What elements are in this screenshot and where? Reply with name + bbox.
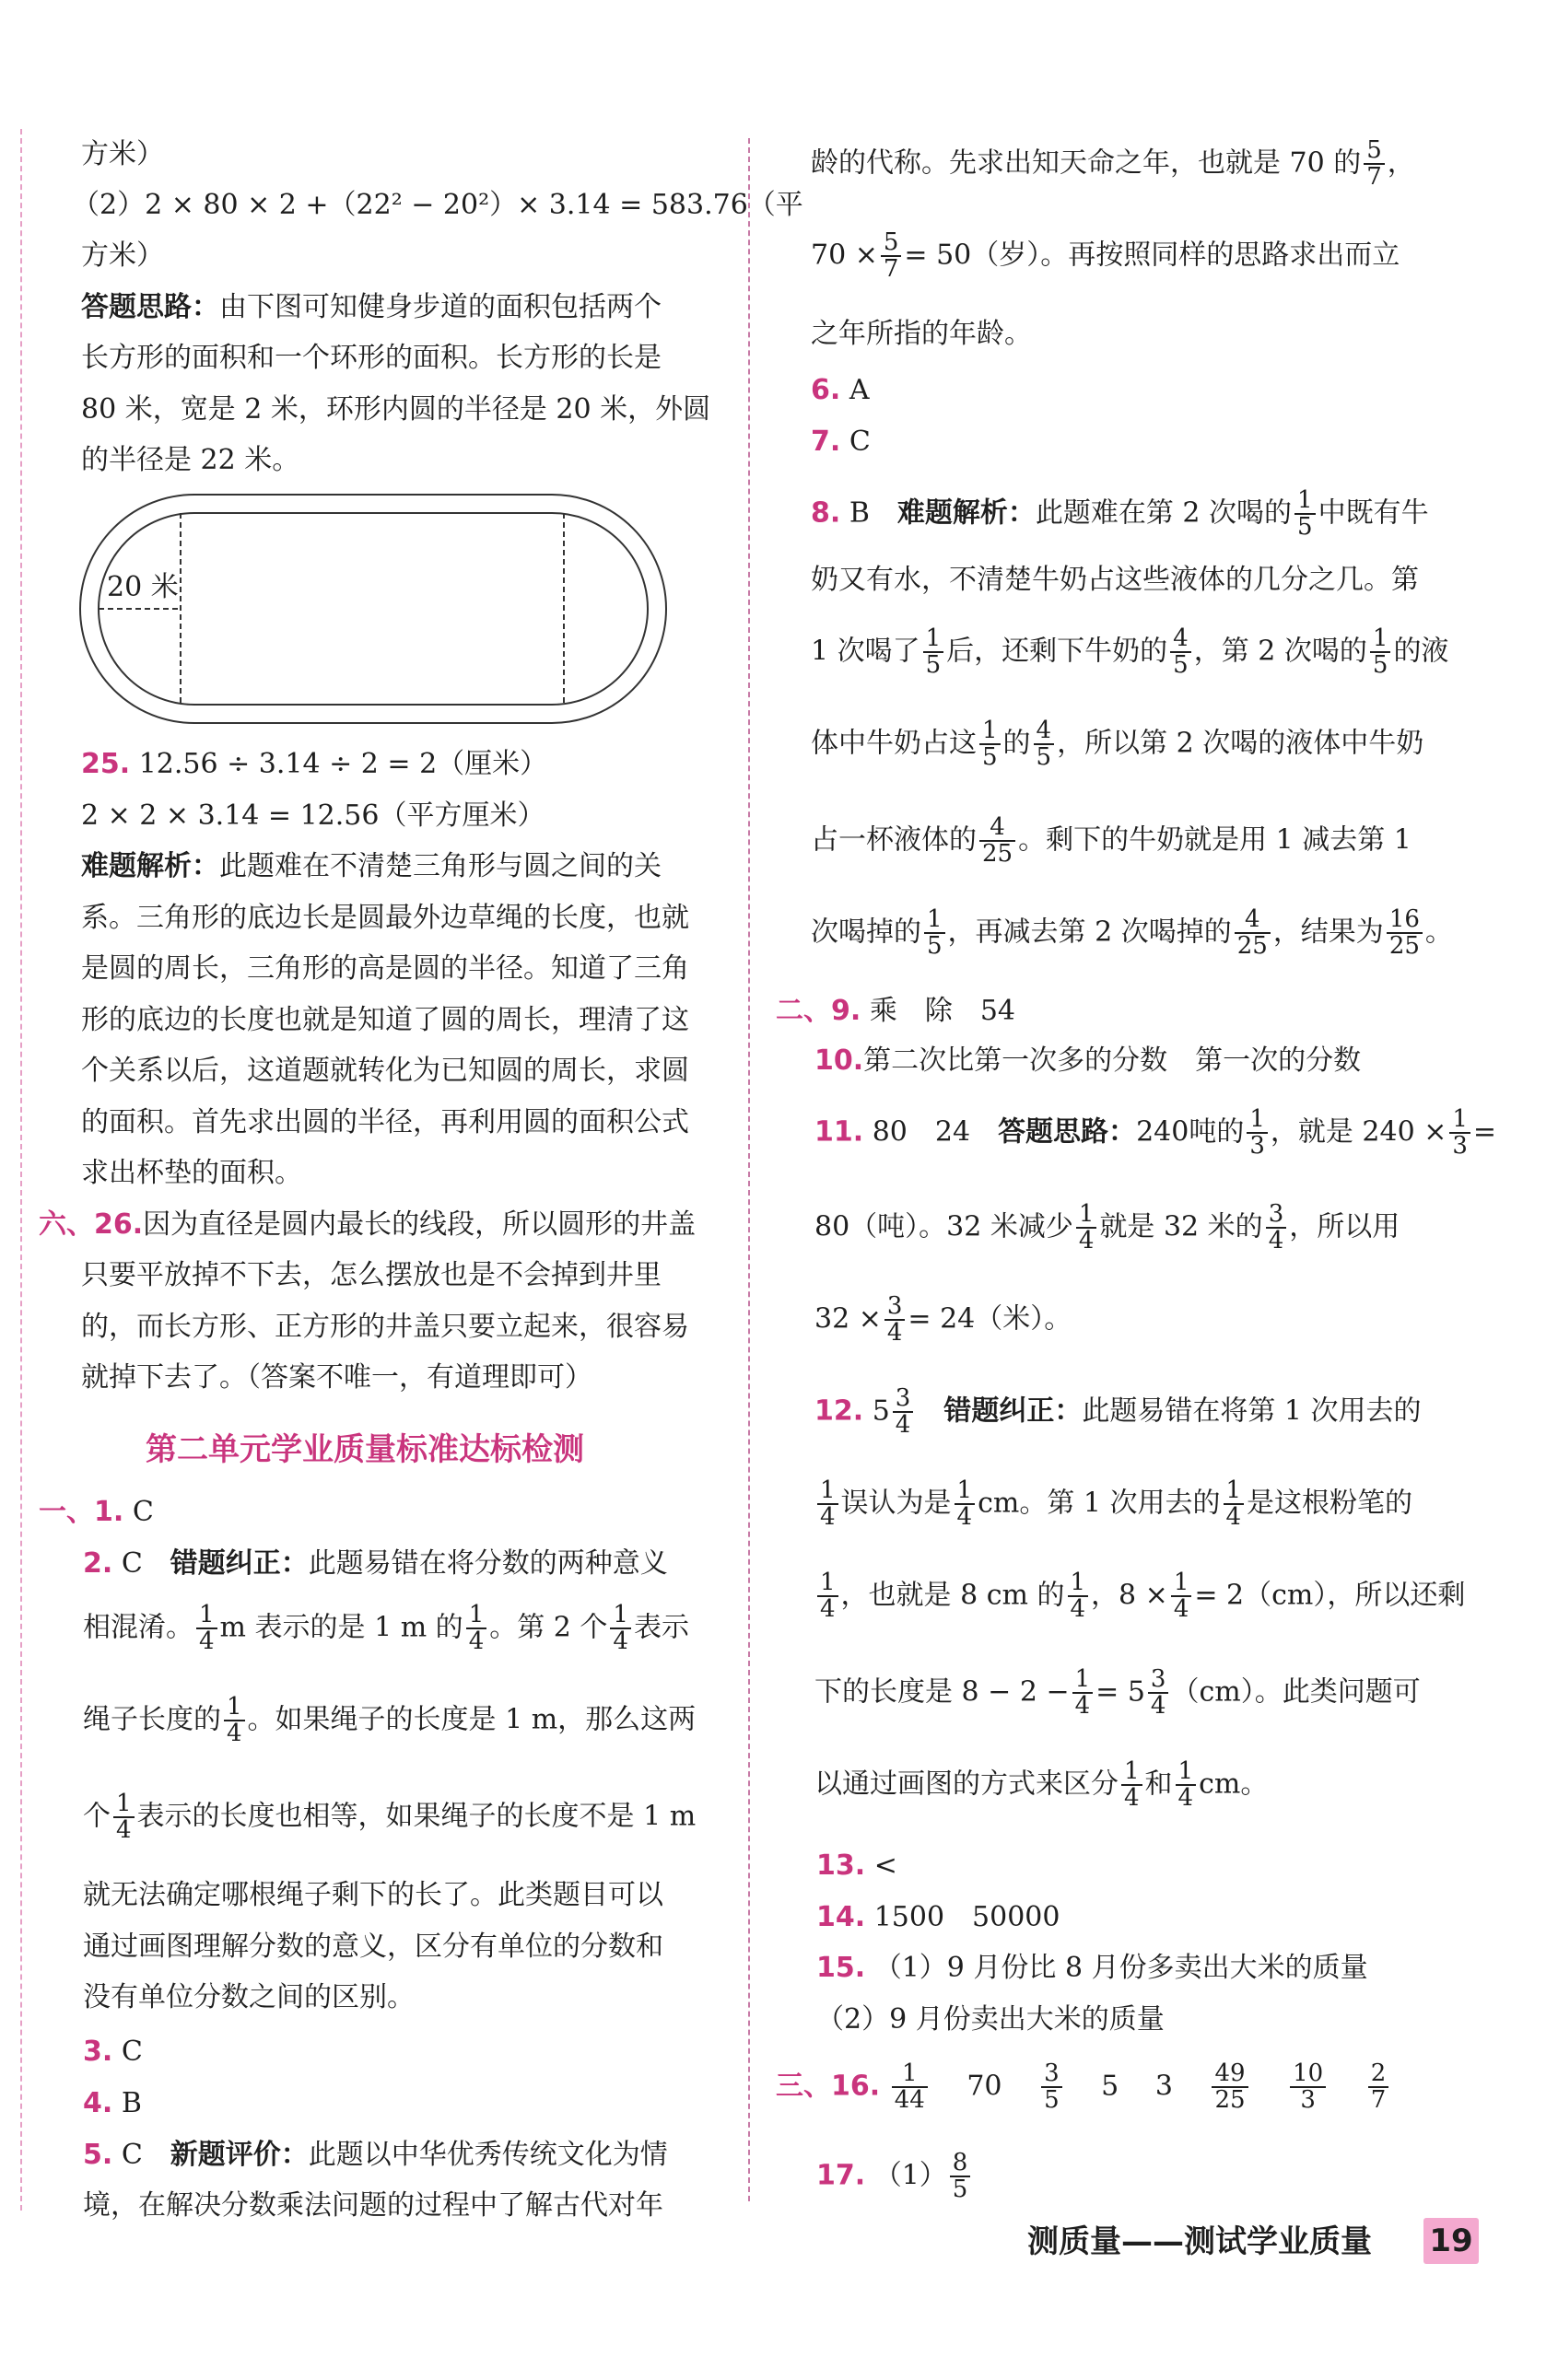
answer: 1500 50000 [873,1901,1060,1933]
question-11 [814,1107,1496,1160]
numerator: 1 [196,1603,217,1629]
text-line: 通过画图理解分数的意义，区分有单位的分数和 [83,1931,663,1963]
text: = 5 [1095,1675,1145,1709]
section-title: 第二单元学业质量标准达标检测 [146,1431,584,1468]
answer: （1）9 月份比 8 月份多卖出大米的质量 [873,1952,1368,1984]
text: m 表示的是 1 m 的 [219,1611,463,1644]
text: = [1472,1115,1497,1149]
fraction [196,1603,217,1655]
denominator: 4 [468,1628,485,1656]
text: cm。第 1 次用去的 [978,1487,1221,1520]
text-line: 方米） [81,239,164,272]
text-line: 是圆的周长，三角形的高是圆的半径。知道了三角 [81,952,689,985]
numerator: 1 [955,1478,976,1505]
text: ，8 × [1091,1579,1168,1612]
fraction [817,1478,838,1531]
denominator: 4 [1150,1692,1166,1721]
fraction [979,815,1015,868]
answer: B [121,2087,142,2119]
question-number: 9. [831,995,861,1027]
text-line [81,848,662,884]
radius-label: 20 米 [107,571,179,603]
answer: C [849,426,871,458]
text-line: 奶又有水，不清楚牛奶占这些液体的几分之几。第 [811,564,1419,596]
numerator: 1 [1294,488,1316,515]
text: 。第 2 个 [489,1611,608,1644]
denominator: 5 [1297,513,1313,542]
fraction [1068,1570,1089,1623]
fraction [1148,1667,1169,1720]
fraction [1235,907,1271,960]
fraction [893,1386,914,1439]
fraction [1121,1759,1142,1812]
denominator: 5 [1036,743,1052,772]
fraction [1266,1202,1287,1254]
denominator: 7 [1370,2086,1387,2115]
text-line [814,1478,1412,1531]
denominator: 4 [199,1628,215,1656]
text: = 24（米）。 [908,1302,1072,1336]
numerator: 1 [817,1570,838,1597]
fraction [1212,2061,1248,2114]
text-line: 就掉下去了。（答案不唯一，有道理即可） [81,1361,592,1394]
numerator: 1 [1072,1667,1094,1694]
answer: C [121,1547,143,1580]
text: 下的长度是 8 − 2 − [814,1675,1070,1709]
denominator: 3 [1452,1132,1468,1161]
question-25 [81,746,547,782]
running-track-diagram [78,493,668,728]
text: 以通过画图的方式来区分 [814,1768,1119,1801]
numerator: 1 [1224,1478,1245,1505]
denominator: 4 [613,1628,628,1656]
text-line [814,1570,1465,1623]
fraction [1294,488,1316,541]
text: （1） [873,2159,947,2192]
question-26 [39,1207,696,1242]
denominator: 5 [952,2176,968,2204]
denominator: 3 [1249,1132,1265,1161]
answer: < [873,1849,897,1882]
question-number: 8. [811,496,841,530]
text-line: （2）2 × 80 × 2 +（22² − 20²）× 3.14 = 583.76（平 [72,189,803,221]
question-number: 25. [81,748,131,780]
question-9 [776,993,1015,1029]
denominator: 4 [1177,1784,1194,1813]
text: 绳子长度的 [83,1703,221,1736]
question-1 [39,1494,154,1530]
text: cm。 [1199,1768,1269,1801]
text: 。剩下的牛奶就是用 1 减去第 1 [1018,823,1412,857]
denominator: 7 [883,255,899,284]
text-line: 系。三角形的底边长是圆最外边草绳的长度，也就 [81,902,689,934]
numerator: 1 [610,1603,631,1629]
text: 32 × [814,1302,882,1336]
denominator: 5 [925,651,942,680]
question-number: 7. [811,426,841,458]
text: 此题以中华优秀传统文化为情 [308,2139,668,2171]
numerator: 3 [1148,1667,1169,1694]
question-17 [816,2151,973,2203]
numerator: 4 [1034,718,1055,745]
text-line [81,289,662,325]
numerator: 4 [1235,907,1271,934]
denominator: 4 [820,1503,836,1532]
numerator: 1 [923,626,944,653]
numerator: 1 [1076,1202,1097,1229]
fraction [979,718,1001,771]
text: 和 [1144,1768,1173,1801]
question-number: 5. [83,2139,113,2171]
text-line [814,1759,1268,1812]
fraction [881,230,902,283]
correction-label: 错题纠正： [943,1394,1083,1428]
text: 个 [83,1800,111,1833]
numerator: 1 [979,718,1001,745]
text-line [814,1667,1421,1720]
text: ，结果为 [1272,916,1384,949]
text-line [83,1603,689,1655]
fraction [817,1570,838,1623]
numerator: 5 [1364,138,1385,165]
evaluation-label: 新题评价： [170,2139,309,2171]
answer: 第二次比第一次多的分数 第一次的分数 [863,1044,1362,1077]
denominator: 4 [956,1503,973,1532]
numerator: 3 [884,1294,906,1321]
denominator: 4 [1070,1595,1086,1624]
text-line: 2 × 2 × 3.14 = 12.56（平方厘米） [81,799,545,832]
text: ，第 2 次喝的 [1193,635,1367,668]
question-number: 6. [811,374,841,406]
numerator: 4 [1170,626,1191,653]
text: 。如果绳子的长度是 1 m，那么这两 [247,1703,697,1736]
denominator: 25 [1236,932,1268,961]
fraction [1170,626,1191,679]
column-divider [748,138,750,2201]
text-line: 没有单位分数之间的区别。 [83,1981,415,2013]
question-number: 4. [83,2087,113,2119]
fraction [1449,1107,1470,1160]
answer: A [849,374,870,406]
numerator: 2 [1368,2061,1389,2088]
denominator: 44 [894,2086,925,2115]
numerator: 1 [1247,1107,1268,1134]
question-number: 15. [816,1952,866,1984]
numerator: 3 [1266,1202,1287,1229]
text: 占一杯液体的 [811,823,977,857]
fraction [1368,2061,1389,2114]
text: （cm）。此类问题可 [1171,1675,1421,1709]
question-10 [814,1043,1361,1079]
question-number: 17. [816,2159,866,2192]
numerator: 1 [1176,1759,1197,1786]
question-5 [83,2137,668,2173]
hint-label: 答题思路： [998,1115,1137,1149]
text-line: 的半径是 22 米。 [81,444,300,476]
text: 此题难在第 2 次喝的 [1035,496,1293,530]
numerator: 1 [924,907,945,934]
numerator: 1 [817,1478,838,1505]
fraction [924,907,945,960]
text-line: 形的底边的长度也就是知道了圆的周长，理清了这 [81,1004,689,1036]
text: 龄的代称。先求出知天命之年，也就是 70 的 [811,146,1362,180]
answer: C [121,2139,143,2171]
left-margin-divider [20,129,22,2211]
text: ， [1387,146,1415,180]
text: 误认为是 [840,1487,952,1520]
section-marker: 二、 [776,995,831,1027]
denominator: 4 [1074,1692,1091,1721]
fraction [955,1478,976,1531]
denominator: 5 [1372,651,1388,680]
correction-label: 错题纠正： [170,1547,309,1580]
denominator: 25 [1388,932,1420,961]
question-3 [83,2034,143,2070]
text: 70 × [811,239,878,272]
fraction [113,1791,135,1844]
numerator: 1 [1068,1570,1089,1597]
text-line: 境，在解决分数乘法问题的过程中了解古代对年 [83,2189,663,2222]
numerator: 3 [893,1386,914,1413]
numerator: 1 [113,1791,135,1818]
numerator: 49 [1212,2061,1248,2088]
analysis-label: 难题解析： [896,496,1036,530]
denominator: 4 [886,1319,903,1348]
numerator: 5 [881,230,902,257]
answer: C [121,2036,143,2068]
fraction [1072,1667,1094,1720]
text: 。 [1424,916,1453,949]
fraction [1364,138,1385,191]
question-number: 10. [814,1044,864,1077]
numerator: 1 [466,1603,487,1629]
fraction [466,1603,487,1655]
text-line [811,230,1400,283]
denominator: 4 [227,1720,242,1748]
text: ，也就是 8 cm 的 [840,1579,1065,1612]
denominator: 3 [1300,2086,1316,2115]
text: 1 次喝了 [811,635,920,668]
answer: 3 [1154,2070,1173,2103]
denominator: 4 [1268,1227,1284,1255]
numerator: 16 [1387,907,1423,934]
question-7 [811,424,871,460]
question-number: 13. [816,1849,866,1882]
text: = 50（岁）。再按照同样的思路求出而立 [904,239,1400,272]
text-line: 求出杯垫的面积。 [81,1157,302,1189]
question-16 [776,2061,1391,2114]
question-13 [816,1848,897,1884]
denominator: 4 [1078,1227,1095,1255]
section-marker: 六、 [39,1208,94,1241]
text: 80（吨）。32 米减少 [814,1210,1073,1243]
text: 240吨的 [1136,1115,1245,1149]
text: ，就是 240 × [1270,1115,1447,1149]
answer-text: 12.56 ÷ 3.14 ÷ 2 = 2（厘米） [138,748,548,780]
question-number: 12. [814,1394,864,1428]
text: 相混淆。 [83,1611,193,1644]
numerator: 10 [1290,2061,1326,2088]
denominator: 4 [1173,1595,1189,1624]
text-line [811,626,1448,679]
question-14 [816,1899,1060,1935]
text-line: 方米） [81,138,164,170]
text: 此题易错在将第 1 次用去的 [1082,1394,1422,1428]
text-line [83,1695,696,1747]
text: ，再减去第 2 次喝掉的 [947,916,1232,949]
text-line [811,718,1423,771]
denominator: 5 [1173,651,1189,680]
text-line: 只要平放掉不下去，怎么摆放也是不会掉到井里 [81,1259,662,1291]
text-line: 的面积。首先求出圆的半径，再利用圆的面积公式 [81,1106,689,1138]
text: 此题易错在将分数的两种意义 [308,1547,668,1580]
text: ，所以用 [1289,1210,1400,1243]
fraction [923,626,944,679]
numerator: 1 [892,2061,928,2088]
text-line [811,138,1415,191]
question-number: 2. [83,1547,113,1580]
analysis-label: 难题解析： [81,850,219,882]
section-marker: 三、 [776,2070,831,2103]
denominator: 4 [1225,1503,1242,1532]
text-line: 个关系以后，这道题就转化为已知圆的周长，求圆 [81,1055,689,1087]
question-6 [811,372,870,408]
fraction [1034,718,1055,771]
denominator: 4 [895,1411,911,1440]
question-15 [816,1950,1368,1986]
text: 是这根粉笔的 [1247,1487,1413,1520]
hint-label: 答题思路： [81,291,219,323]
numerator: 8 [950,2151,971,2177]
text-line [814,1294,1072,1347]
denominator: 25 [1214,2086,1246,2115]
fraction [224,1695,245,1747]
text-line [83,1791,696,1844]
fraction [950,2151,971,2203]
question-number: 1. [94,1496,124,1528]
text: 此题难在不清楚三角形与圆之间的关 [219,850,662,882]
text-line [814,1202,1400,1254]
fraction [892,2061,928,2114]
text-line: 之年所指的年龄。 [811,318,1032,350]
answer-text: 因为直径是圆内最长的线段，所以圆形的井盖 [143,1208,697,1241]
page-number: 19 [1423,2218,1479,2264]
fraction [1224,1478,1245,1531]
text: 表示 [633,1611,689,1644]
fraction [1041,2061,1062,2114]
question-number: 26. [94,1208,144,1241]
fraction [1076,1202,1097,1254]
numerator: 1 [1370,626,1391,653]
answer: 5 [1101,2070,1119,2103]
text: 表示的长度也相等，如果绳子的长度不是 1 m [136,1800,697,1833]
text-line [811,815,1412,868]
denominator: 5 [1044,2086,1060,2115]
denominator: 7 [1366,163,1382,192]
numerator: 1 [1171,1570,1192,1597]
answer: C [132,1496,154,1528]
text-line: 的，而长方形、正方形的井盖只要立起来，很容易 [81,1311,689,1343]
answer: 80 24 [872,1115,971,1149]
fraction [1370,626,1391,679]
text: 次喝掉的 [811,916,921,949]
fraction [1290,2061,1326,2114]
text: 由下图可知健身步道的面积包括两个 [219,291,662,323]
fraction [610,1603,631,1655]
fraction [1247,1107,1268,1160]
question-12 [814,1386,1422,1439]
fraction [1171,1570,1192,1623]
numerator: 1 [1449,1107,1470,1134]
denominator: 25 [982,840,1013,869]
question-number: 11. [814,1115,864,1149]
text-line: 长方形的面积和一个环形的面积。长方形的长是 [81,342,662,374]
text-line: 80 米，宽是 2 米，环形内圆的半径是 20 米，外圆 [81,393,711,426]
numerator: 3 [1041,2061,1062,2088]
question-number: 16. [831,2070,881,2103]
denominator: 4 [116,1816,132,1845]
text: 的 [1002,727,1031,760]
text: 就是 32 米的 [1099,1210,1263,1243]
answer: 70 [966,2070,1002,2103]
denominator: 4 [1124,1784,1140,1813]
text: 后，还剩下牛奶的 [946,635,1168,668]
section-marker: 一、 [39,1496,94,1528]
denominator: 5 [982,743,998,772]
text: 体中牛奶占这 [811,727,977,760]
fraction [884,1294,906,1347]
text: ，所以第 2 次喝的液体中牛奶 [1057,727,1424,760]
text: 中既有牛 [1318,496,1429,530]
question-number: 3. [83,2036,113,2068]
fraction [1387,907,1423,960]
footer-title: 测质量——测试学业质量 [1027,2223,1372,2260]
question-2 [83,1546,668,1581]
numerator: 1 [224,1695,245,1721]
question-number: 14. [816,1901,866,1933]
text-line [811,907,1453,960]
question-4 [83,2085,142,2121]
denominator: 4 [820,1595,836,1624]
fraction [1176,1759,1197,1812]
text-line: 就无法确定哪根绳子剩下的长了。此类题目可以 [83,1879,663,1911]
numerator: 4 [979,815,1015,842]
question-8 [811,488,1429,541]
text: 的液 [1393,635,1449,668]
answer: B [849,496,870,530]
denominator: 5 [927,932,943,961]
text-line: （2）9 月份卖出大米的质量 [816,2003,1165,2036]
answer: 乘 除 54 [869,995,1016,1027]
numerator: 1 [1121,1759,1142,1786]
answer-whole: 5 [872,1394,890,1428]
text: = 2（cm），所以还剩 [1194,1579,1466,1612]
